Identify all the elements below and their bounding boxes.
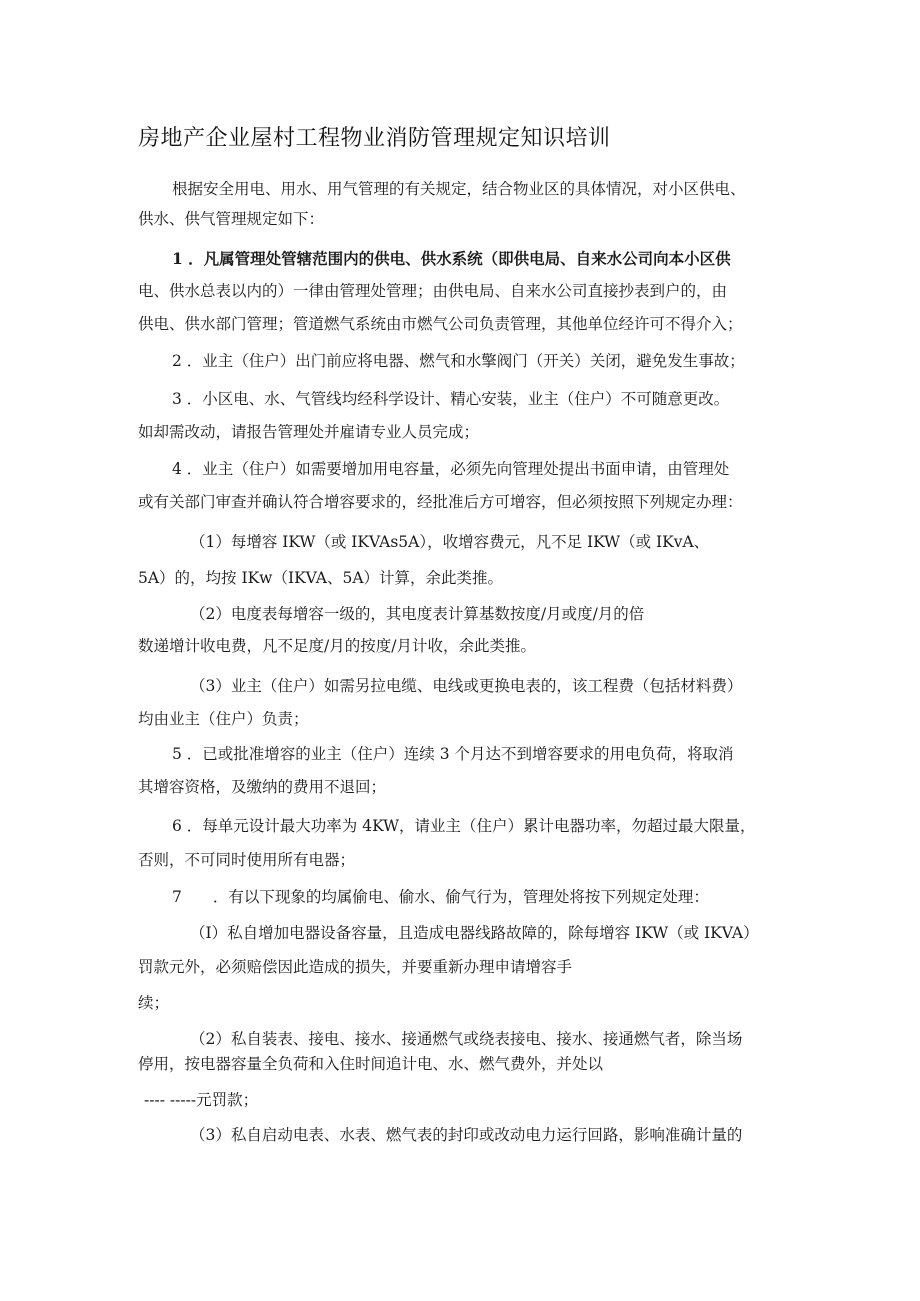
paragraph-line: 根据安全用电、用水、用气管理的有关规定，结合物业区的具体情况，对小区供电、 (172, 180, 746, 198)
subclause-4-1-line: （1）每增容 IKW（或 IKVAs5A），收增容费元，凡不足 IKW（或 IKvA、 (190, 533, 710, 551)
document-title: 房地产企业屋村工程物业消防管理规定知识培训 (138, 126, 611, 151)
subclause-7-3-line: （3）私自启动电表、水表、燃气表的封印或改动电力运行回路，影响准确计量的 (190, 1126, 743, 1144)
clause-4-line: 4 ．业主（住户）如需要增加用电容量，必须先向管理处提出书面申请，由管理处 (172, 460, 730, 478)
clause-6-line: 6 ．每单元设计最大功率为 4KW，请业主（住户）累计电器功率，勿超过最大限量， (172, 817, 756, 835)
subclause-4-2-line: （2）电度表每增容一级的，其电度表计算基数按度/月或度/月的倍 (190, 605, 645, 623)
clause-1-line: 供电、供水部门管理；管道燃气系统由市燃气公司负责管理，其他单位经许可不得介入； (138, 315, 743, 333)
subclause-7-1-line: （I）私自增加电器设备容量，且造成电器线路故障的，除每增容 IKW（或 IKVA） (190, 924, 759, 942)
subclause-7-2-line: （2）私自装表、接电、接水、接通燃气或绕表接电、接水、接通燃气者，除当场 (190, 1030, 743, 1048)
paragraph-line: 供水、供气管理规定如下： (138, 210, 325, 228)
clause-5-line: 其增容资格，及缴纳的费用不退回； (138, 778, 387, 796)
subclause-4-3-line: 均由业主（住户）负责； (138, 710, 309, 728)
clause-5-line: 5 ．已或批准增容的业主（住户）连续 3 个月达不到增容要求的用电负荷，将取消 (172, 745, 734, 763)
clause-6-line: 否则，不可同时使用所有电器； (138, 851, 356, 869)
subclause-4-1-line: 5A）的，均按 IKw（IKVA、5A）计算，余此类推。 (138, 569, 504, 587)
clause-1-line: 1 ．凡属管理处管辖范围内的供电、供水系统（即供电局、自来水公司向本小区供 (172, 249, 731, 268)
subclause-4-3-line: （3）业主（住户）如需另拉电缆、电线或更换电表的，该工程费（包括材料费） (190, 677, 743, 695)
clause-3-line: 如却需改动，请报告管理处并雇请专业人员完成； (138, 423, 480, 441)
clause-4-line: 或有关部门审查并确认符合增容要求的，经批准后方可增容，但必须按照下列规定办理： (138, 493, 743, 511)
clause-7-line: 7 ．有以下现象的均属偷电、偷水、偷气行为，管理处将按下列规定处理： (172, 888, 709, 906)
clause-3-line: 3 ．小区电、水、气管线均经科学设计、精心安装，业主（住户）不可随意更改。 (172, 390, 730, 408)
clause-1-line: 电、供水总表以内的）一律由管理处管理；由供电局、自来水公司直接抄表到户的，由 (138, 282, 728, 300)
subclause-7-2-line: 停用，按电器容量全负荷和入住时间追计电、水、燃气费外，并处以 (138, 1055, 604, 1073)
subclause-7-2-line: ---- -----元罚款； (144, 1091, 259, 1109)
subclause-7-1-line: 续； (138, 994, 170, 1012)
subclause-4-2-line: 数递增计收电费，凡不足度/月的按度/月计收，余此类推。 (138, 637, 536, 655)
subclause-7-1-line: 罚款元外，必须赔偿因此造成的损失，并要重新办理申请增容手 (138, 958, 573, 976)
clause-2-line: 2 ．业主（住户）出门前应将电器、燃气和水擎阀门（开关）关闭，避免发生事故； (172, 352, 745, 370)
